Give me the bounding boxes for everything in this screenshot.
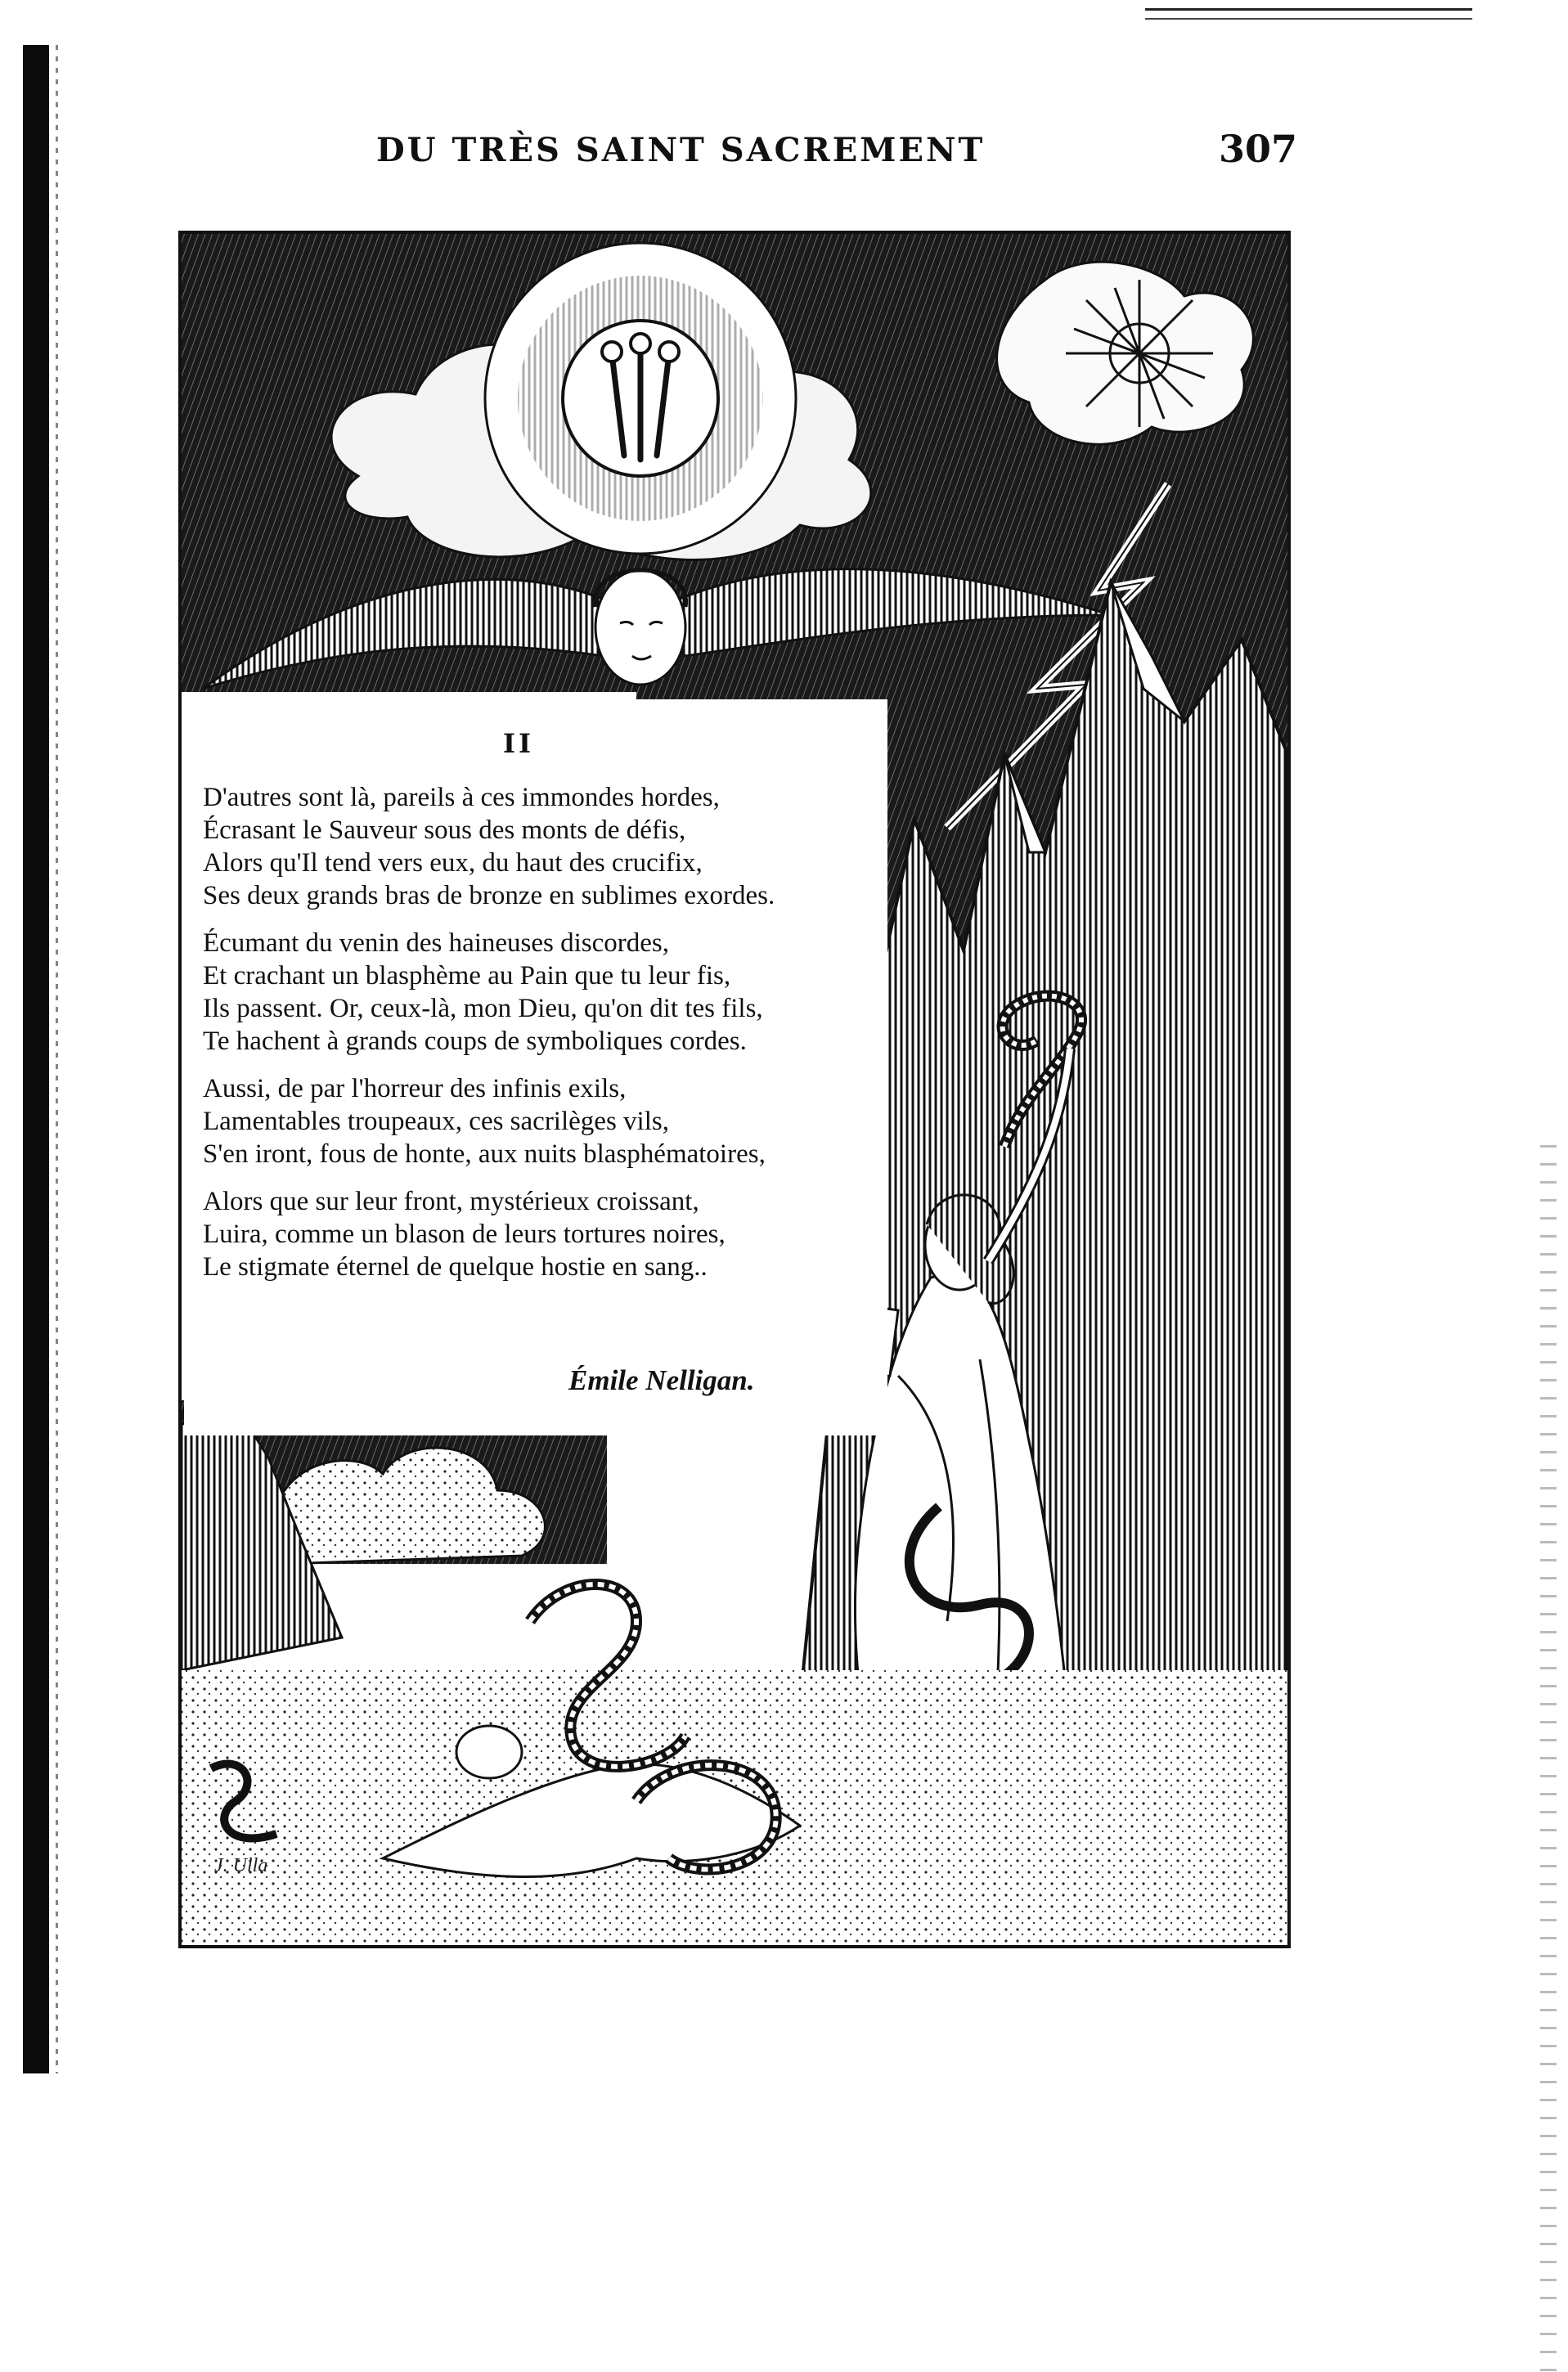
stanza-3 (203, 1072, 874, 1170)
author-signature: Émile Nelligan. (568, 1364, 755, 1396)
margin-scan-marks (1540, 1145, 1557, 2372)
verse: Aussi, de par l'horreur des infinis exils, (203, 1074, 627, 1103)
stanza-4 (203, 1185, 874, 1283)
page-number: 307 (1219, 127, 1298, 171)
binding-edge (23, 45, 49, 2073)
verse: Luira, comme un blason de leurs tortures noires, (203, 1220, 726, 1249)
artist-monogram: J. Ulla (214, 1855, 268, 1876)
verse: Le stigmate éternel de quelque hostie en sang.. (203, 1252, 708, 1282)
verse: D'autres sont là, pareils à ces immondes hordes, (203, 783, 720, 812)
halo-with-nails (485, 243, 796, 554)
top-rule (1145, 8, 1472, 11)
radiant-star (1066, 280, 1213, 427)
section-numeral: II (503, 728, 534, 759)
stanza-2 (203, 927, 874, 1058)
verse: Et crachant un blasphème au Pain que tu leur fis, (203, 961, 731, 991)
stanza-1 (203, 781, 874, 912)
verse: Alors qu'Il tend vers eux, du haut des crucifix, (203, 848, 703, 878)
verse: Écumant du venin des haineuses discordes, (203, 928, 670, 958)
verse: Alors que sur leur front, mystérieux croissant, (203, 1187, 699, 1216)
running-head: DU TRÈS SAINT SACREMENT (376, 131, 986, 169)
verse: Ses deux grands bras de bronze en sublimes exordes. (203, 881, 775, 910)
verse: S'en iront, fous de honte, aux nuits blasphématoires, (203, 1139, 766, 1169)
verse: Lamentables troupeaux, ces sacrilèges vils, (203, 1107, 669, 1136)
verse: Écrasant le Sauveur sous des monts de défis, (203, 815, 686, 845)
verse: Te hachent à grands coups de symboliques cordes. (203, 1027, 747, 1056)
top-rule-secondary (1145, 18, 1472, 20)
verse: Ils passent. Or, ceux-là, mon Dieu, qu'on dit tes fils, (203, 994, 763, 1023)
poem-body (203, 781, 874, 1298)
